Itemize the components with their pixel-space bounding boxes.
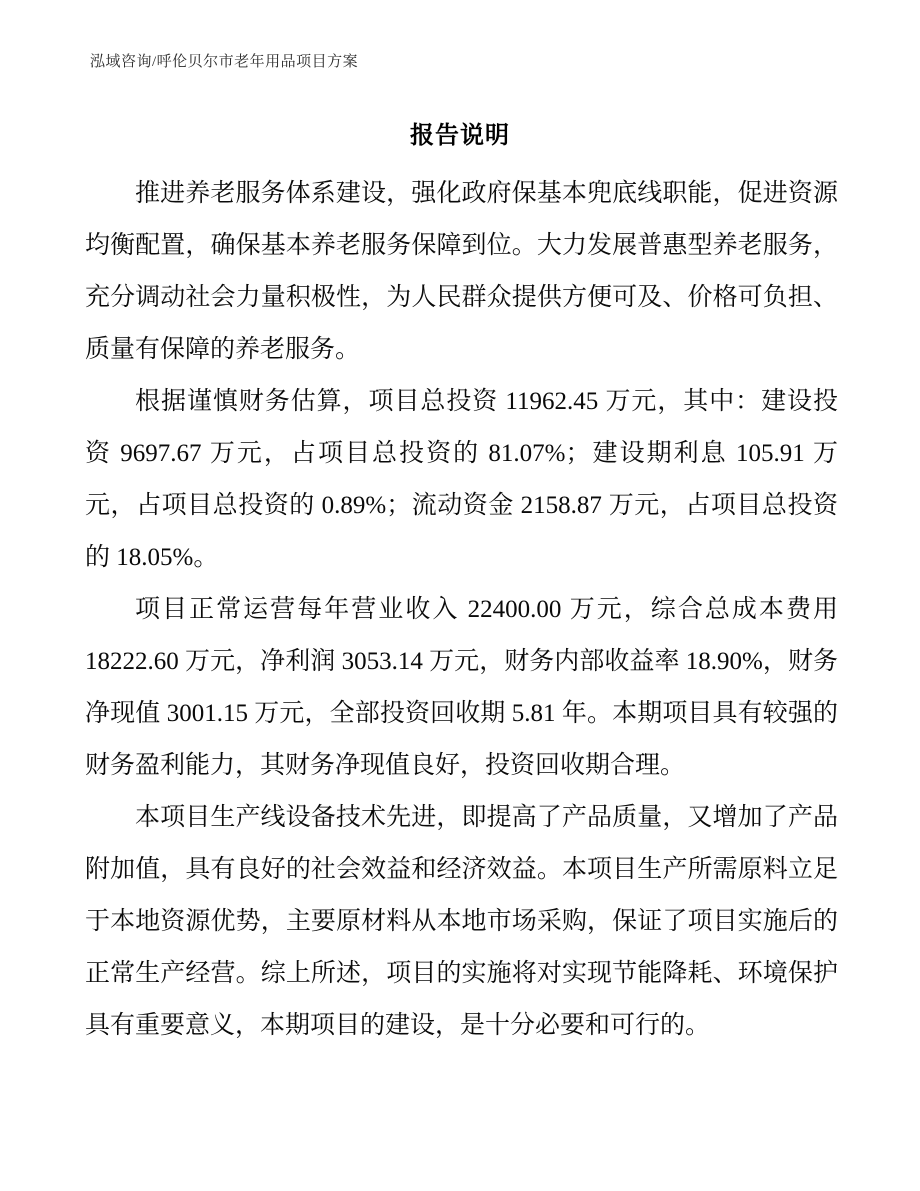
document-body <box>85 168 838 1052</box>
document-header-text: 泓域咨询/呼伦贝尔市老年用品项目方案 <box>90 54 359 70</box>
report-title: 报告说明 <box>410 123 510 149</box>
paragraph-policy-overview: 推进养老服务体系建设，强化政府保基本兜底线职能，促进资源均衡配置，确保基本养老服务保障到位。大力发展普惠型养老服务，充分调动社会力量积极性，为人民群众提供方便可及、价格可负担、质量有保障的养老服务。 <box>85 180 838 363</box>
paragraph-operating-financials: 项目正常运营每年营业收入 22400.00 万元，综合总成本费用 18222.60 万元，净利润 3053.14 万元，财务内部收益率 18.90%，财务净现值 3001.15 万元，全部投资回收期 5.81 年。本期项目具有较强的财务盈利能力，其财务净现值良好，投资回收期合理。 <box>85 596 838 779</box>
paragraph-investment-estimate: 根据谨慎财务估算，项目总投资 11962.45 万元，其中：建设投资 9697.67 万元，占项目总投资的 81.07%；建设期利息 105.91 万元，占项目总投资的 0.89%；流动资金 2158.87 万元，占项目总投资的 18.05%。 <box>85 388 838 571</box>
paragraph-project-benefits: 本项目生产线设备技术先进，即提高了产品质量，又增加了产品附加值，具有良好的社会效益和经济效益。本项目生产所需原料立足于本地资源优势，主要原材料从本地市场采购，保证了项目实施后的正常生产经营。综上所述，项目的实施将对实现节能降耗、环境保护具有重要意义，本期项目的建设，是十分必要和可行的。 <box>85 804 838 1039</box>
